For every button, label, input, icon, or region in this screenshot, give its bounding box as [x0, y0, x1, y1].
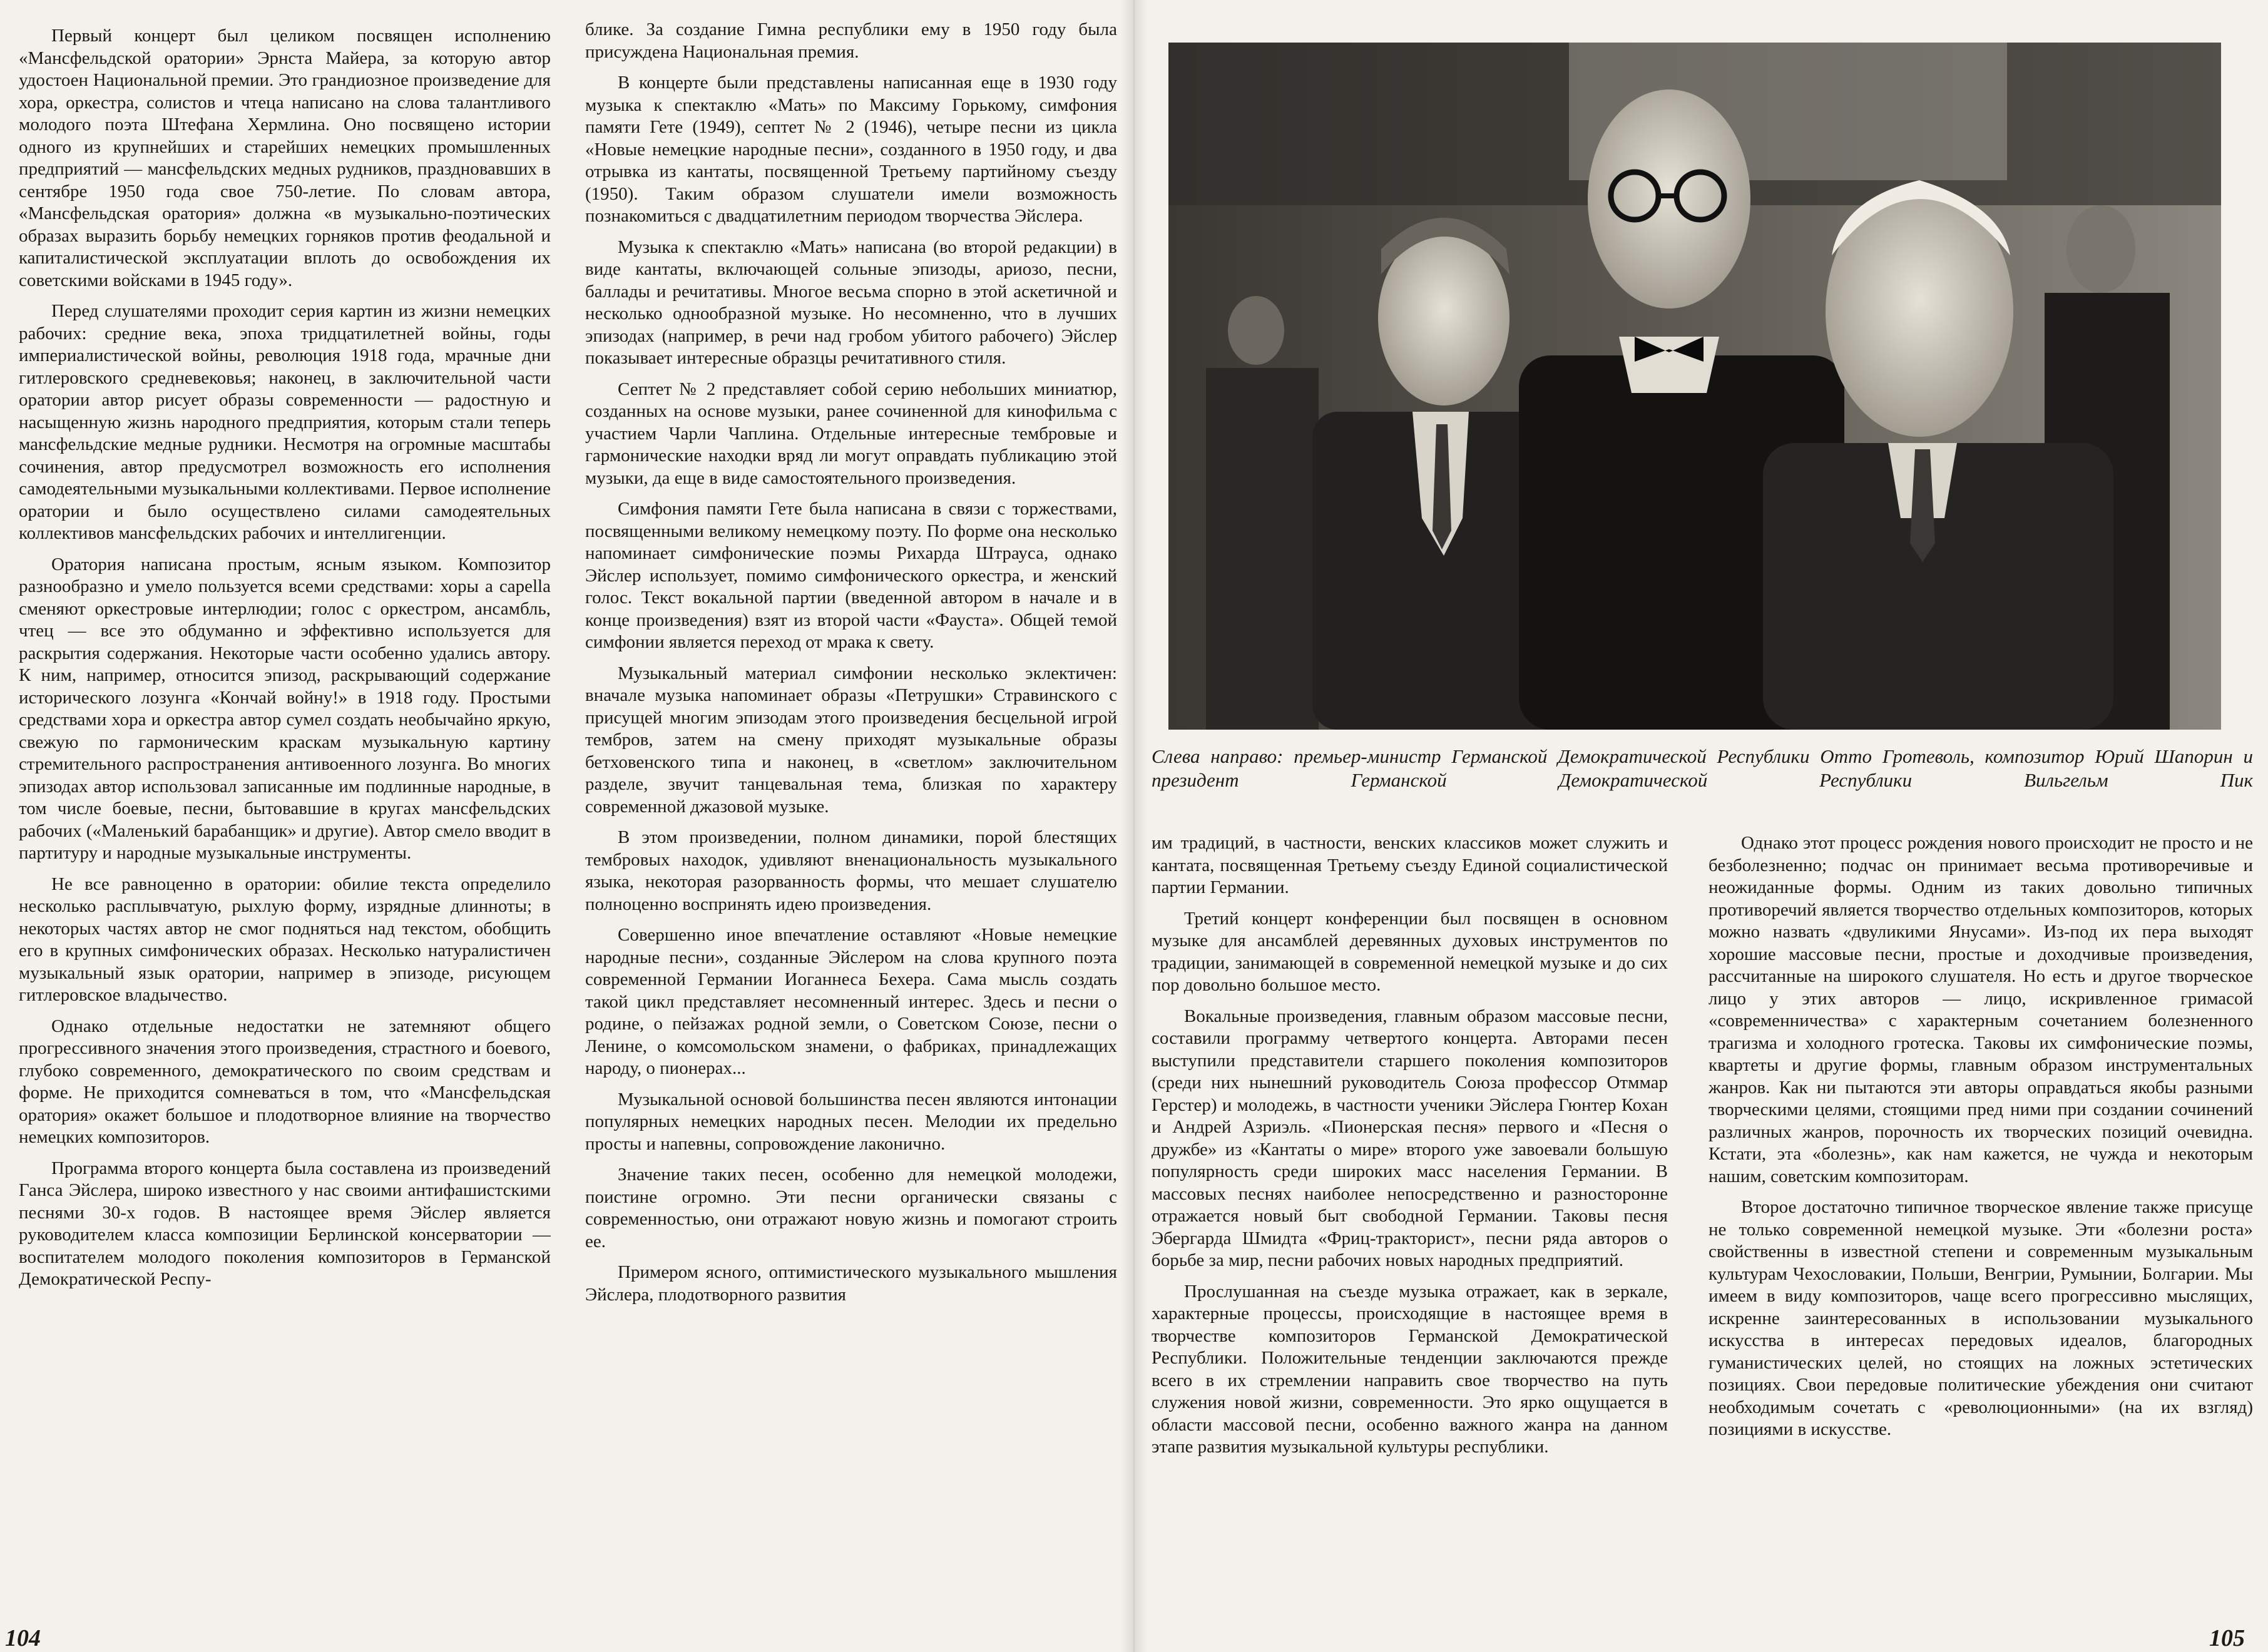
paragraph: Первый концерт был целиком посвящен исполнению «Мансфельдской оратории» Эрнста Майера, за которую автор удостоен Национальной премии. Это грандиозное произведение для хора, оркестра, солистов и чтеца написано на слова талантливого молодого поэта Штефана Хермлина. Оно посвящено истории одного из крупнейших и старейших немецких промышленных предприятий — мансфельдских медных рудников, праздновавших в сентябре 1950 года свое 750-летие. По словам автора, «Мансфельдская оратория» должна «в музыкально-поэтических образах выразить борьбу немецких горняков против феодальной и капиталистической эксплуатации вплоть до освобождения их советскими войсками в 1945 году».: [19, 26, 551, 290]
page-gutter: [1120, 0, 1148, 1652]
paragraph: Симфония памяти Гете была написана в связи с торжествами, посвященными великому немецкому поэту. По форме она несколько напоминает симфонические поэмы Рихарда Штрауса, однако Эйслер использует, помимо симфонического оркестра, и женский голос. Текст вокальной партии (введенной автором в начале и в конце произведения) взят из второй части «Фауста». Общей темой симфонии является переход от мрака к свету.: [585, 499, 1117, 652]
paragraph: Вокальные произведения, главным образом массовые песни, составили программу четвертого концерта. Авторами песен выступили представители старшего поколения композиторов (среди них нынешний руководитель Союза профессор Отммар Герстер) и молодежь, в частности ученики Эйслера Гюнтер Кохан и Андрей Азриэль. «Пионерская песня» первого и «Песня о дружбе» из «Кантаты о мире» второго уже завоевали большую популярность среди широких масс населения Германии. В массовых песнях наиболее непосредственно и разносторонне отражается новый быт свободной Германии. Таковы песня Эбергарда Шмидта «Фриц-тракторист», песни ряда авторов о борьбе за мир, песни рабочих новых народных предприятий.: [1152, 1006, 1668, 1270]
paragraph: Не все равноценно в оратории: обилие текста определило несколько расплывчатую, рыхлую форму, изрядные длинноты; в некоторых частях автор не смог подняться над текстом, обобщить его в крупных симфонических образах. Несколько натуралистичен музыкальный язык оратории, например в эпизоде, рисующем гитлеровское владычество.: [19, 874, 551, 1005]
right-column-2: [1709, 832, 2253, 1646]
paragraph: блике. За создание Гимна республики ему в 1950 году была присуждена Национальная премия.: [585, 19, 1117, 62]
paragraph: Оратория написана простым, ясным языком. Композитор разнообразно и умело пользуется всеми средствами: хоры a capella сменяют оркестровые интерлюдии; голос с оркестром, ансамбль, чтец — все это обдуманно и эффективно используется для раскрытия содержания. Некоторые части особенно удались автору. К ним, например, относится эпизод, раскрывающий содержание исторического лозунга «Кончай войну!» в 1918 году. Простыми средствами хора и оркестра автор сумел создать необычайно яркую, свежую по гармоническим краскам музыкальную картину стремительного распространения антивоенного лозунга. Во многих эпизодах автор использовал записанные им подлинные народные, в том числе боевые, песни, бытовавшие в кругах мансфельдских рабочих («Маленький барабанщик» и другие). Автор смело вводит в партитуру и народные музыкальные инструменты.: [19, 554, 551, 863]
left-column-1: [19, 25, 551, 1614]
page-number-right: 105: [2209, 1625, 2245, 1651]
photo-caption: Слева направо: премьер-министр Германской Демократической Республики Отто Гротеволь, композитор Юрий Шапорин и президент Германской Демократической Республики Вильгельм Пик: [1152, 745, 2253, 791]
paragraph: Третий концерт конференции был посвящен в основном музыке для ансамблей деревянных духовых инструментов по традиции, занимающей в современной немецкой музыке и до сих пор довольно большое место.: [1152, 908, 1668, 995]
paragraph: Перед слушателями проходит серия картин из жизни немецких рабочих: средние века, эпоха тридцатилетней войны, годы империалистической войны, революция 1918 года, мрачные дни гитлеровского средневековья; наконец, в заключительной части оратории автор рисует образы современности — радостную и насыщенную жизнь народного предприятия, которым стали теперь мансфельдские медные рудники. Несмотря на огромные масштабы сочинения, автор предусмотрел возможность его исполнения самодеятельными музыкальными коллективами. Первое исполнение оратории и было осуществлено силами самодеятельных коллективов мансфельдских рабочих и интеллигенции.: [19, 301, 551, 543]
paragraph: Однако отдельные недостатки не затемняют общего прогрессивного значения этого произведения, страстного и боевого, глубоко современного, демократического по своим средствам и форме. Не приходится сомневаться в том, что «Мансфельдская оратория» окажет большое и плодотворное влияние на творчество немецких композиторов.: [19, 1016, 551, 1147]
paragraph: В концерте были представлены написанная еще в 1930 году музыка к спектаклю «Мать» по Максиму Горькому, симфония памяти Гете (1949), септет № 2 (1946), четыре песни из цикла «Новые немецкие народные песни», созданного в 1950 году, и два отрывка из кантаты, посвященной Третьему партийному съезду (1950). Таким образом слушатели имели возможность познакомиться с двадцатилетним периодом творчества Эйслера.: [585, 73, 1117, 226]
paragraph: Совершенно иное впечатление оставляют «Новые немецкие народные песни», созданные Эйслером на слова крупного поэта современной Германии Иоганнеса Бехера. Сама мысль создать такой цикл представляет несомненный интерес. Здесь и песни о родине, о пейзажах родной земли, о Советском Союзе, песни о Ленине, о комсомольском знамени, о фабриках, принадлежащих народу, о пионерах...: [585, 925, 1117, 1078]
paragraph: Музыкальной основой большинства песен являются интонации популярных немецких народных песен. Мелодии их предельно просты и напевны, сопровождение лаконично.: [585, 1089, 1117, 1154]
left-column-2: [585, 19, 1117, 1646]
paragraph: Примером ясного, оптимистического музыкального мышления Эйслера, плодотворного развития: [585, 1262, 1117, 1305]
paragraph: им традиций, в частности, венских классиков может служить и кантата, посвященная Третьему съезду Единой социалистической партии Германии.: [1152, 833, 1668, 897]
paragraph: Однако этот процесс рождения нового происходит не просто и не безболезненно; подчас он принимает весьма противоречивые и неожиданные формы. Одним из таких довольно типичных противоречий является творчество отдельных композиторов, которых можно назвать «двуликими Янусами». Из-под их пера выходят хорошие массовые песни, простые и доходчивые произведения, рассчитанные на широкого слушателя. Но есть и другое творческое лицо у этих авторов — лицо, искривленное гримасой «современничества» с характерным сочетанием болезненного трагизма и холодного гротеска. Таковы их симфонические поэмы, квартеты и другие формы, главным образом инструментальных жанров. Как ни пытаются эти авторы оправдаться якобы разными творческими целями, стоящими пред ними при создании сочинений различных жанров, порочность их творческих позиций очевидна. Кстати, эта «болезнь», как нам кажется, не чужда и некоторым нашим, советским композиторам.: [1709, 833, 2253, 1186]
paragraph: Значение таких песен, особенно для немецкой молодежи, поистине огромно. Эти песни органически связаны с современностью, они отражают новую жизнь и помогают строить ее.: [585, 1165, 1117, 1252]
paragraph: Второе достаточно типичное творческое явление также присуще не только современной немецкой музыке. Эти «болезни роста» свойственны в известной степени и современным музыкальным культурам Чехословакии, Польши, Венгрии, Румынии, Болгарии. Мы имеем в виду композиторов, чаще всего прогрессивно мыслящих, искренне заинтересованных в использовании музыкального искусства в интересах передовых идеалов, благородных гуманистических целей, но стоящих на ложных эстетических позициях. Свои передовые политические убеждения они считают необходимым сочетать с «революционными» (на их взгляд) позициями в искусстве.: [1709, 1197, 2253, 1439]
paragraph: Музыка к спектаклю «Мать» написана (во второй редакции) в виде кантаты, включающей сольные эпизоды, ариозо, песни, баллады и речитативы. Многое весьма спорно в этой аскетичной и несколько однообразной музыке. Но несомненно, что в лучших эпизодах (например, в речи над гробом убитого рабочего) Эйслер показывает интересные образцы речитативного стиля.: [585, 237, 1117, 368]
right-column-1: [1152, 832, 1668, 1646]
paragraph: Септет № 2 представляет собой серию небольших миниатюр, созданных на основе музыки, ранее сочиненной для кинофильма с участием Чарли Чаплина. Отдельные интересные тембровые и гармонические находки вряд ли могут оправдать публикацию этой музыки, да еще в виде самостоятельного произведения.: [585, 379, 1117, 488]
paragraph: Музыкальный материал симфонии несколько эклектичен: вначале музыка напоминает образы «Петрушки» Стравинского с присущей многим эпизодам этого произведения бесцельной игрой тембров, затем на смену приходят музыкальные образы бетховенского типа и наконец, в «светлом» заключительном разделе, звучит танцевальная тема, близкая по характеру современной джазовой музыке.: [585, 663, 1117, 817]
paragraph: Программа второго концерта была составлена из произведений Ганса Эйслера, широко известного у нас своими антифашистскими песнями 30-х годов. В настоящее время Эйслер является руководителем класса композиции Берлинской консерватории — воспитателем молодого поколения композиторов в Германской Демократической Респу-: [19, 1158, 551, 1289]
page-number-left: 104: [5, 1625, 41, 1651]
photo-illustration: [1168, 43, 2221, 730]
group-photo: [1168, 43, 2221, 730]
paragraph: Прослушанная на съезде музыка отражает, как в зеркале, характерные процессы, происходящие в настоящее время в творчестве композиторов Германской Демократической Республики. Положительные тенденции заключаются прежде всего в их стремлении направить свое творчество на путь служения новой жизни, современности. Это ярко ощущается в области массовой песни, особенно важного жанра на данном этапе развития музыкальной культуры республики.: [1152, 1281, 1668, 1457]
paragraph: В этом произведении, полном динамики, порой блестящих тембровых находок, удивляют вненациональность музыкального языка, некоторая разорванность формы, что мешает слушателю полноценно воспринять идею произведения.: [585, 827, 1117, 914]
